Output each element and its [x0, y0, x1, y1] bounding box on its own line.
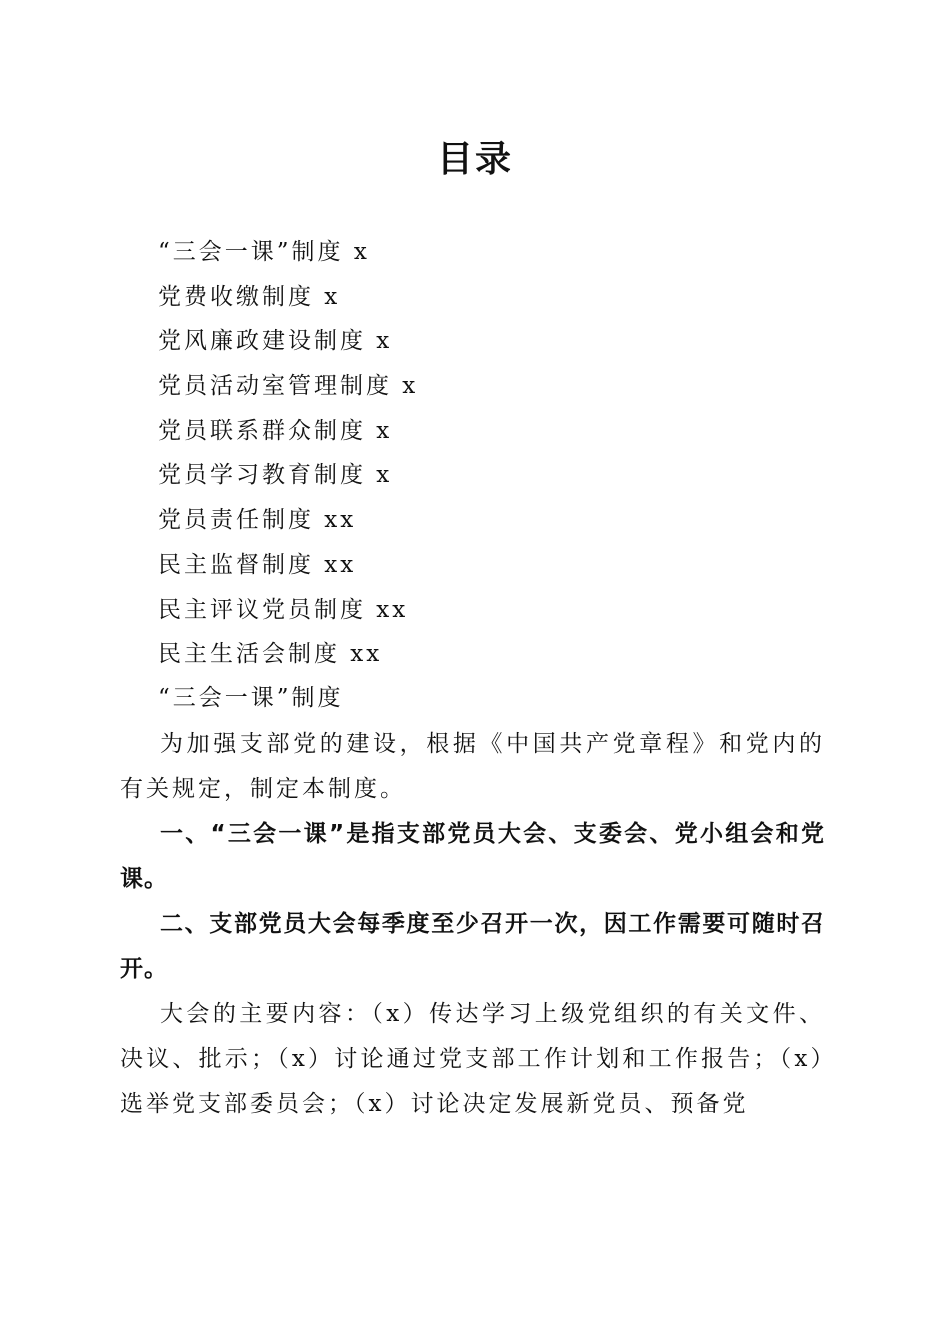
- clause-one-paragraph: 一、“三会一课”是指支部党员大会、支委会、党小组会和党课。: [120, 821, 825, 892]
- toc-item[interactable]: 民主监督制度 xx: [158, 551, 357, 578]
- body-text: [120, 722, 825, 1127]
- clause-two-paragraph: 二、支部党员大会每季度至少召开一次，因工作需要可随时召开。: [120, 911, 825, 982]
- toc-item[interactable]: 民主评议党员制度 xx: [158, 596, 409, 623]
- section-heading: “三会一课”制度: [158, 685, 344, 711]
- toc-item[interactable]: 党费收缴制度 x: [158, 283, 341, 310]
- toc-item[interactable]: “三会一课”制度 x: [158, 239, 370, 265]
- page-title: 目录: [436, 139, 513, 180]
- toc-item[interactable]: 党员联系群众制度 x: [158, 417, 393, 444]
- table-of-contents: [158, 230, 858, 677]
- toc-item[interactable]: 党风廉政建设制度 x: [158, 328, 393, 355]
- toc-item[interactable]: 党员学习教育制度 x: [158, 462, 393, 489]
- meeting-content-paragraph: 大会的主要内容：（x）传达学习上级党组织的有关文件、决议、批示；（x）讨论通过党支部工作计划和工作报告；（x）选举党支部委员会；（x）讨论决定发展新党员、预备党: [120, 1001, 825, 1117]
- intro-paragraph: 为加强支部党的建设，根据《中国共产党章程》和党内的有关规定，制定本制度。: [120, 731, 825, 802]
- toc-item[interactable]: 党员活动室管理制度 x: [158, 373, 419, 400]
- toc-item[interactable]: 民主生活会制度 xx: [158, 641, 383, 668]
- toc-item[interactable]: 党员责任制度 xx: [158, 507, 357, 534]
